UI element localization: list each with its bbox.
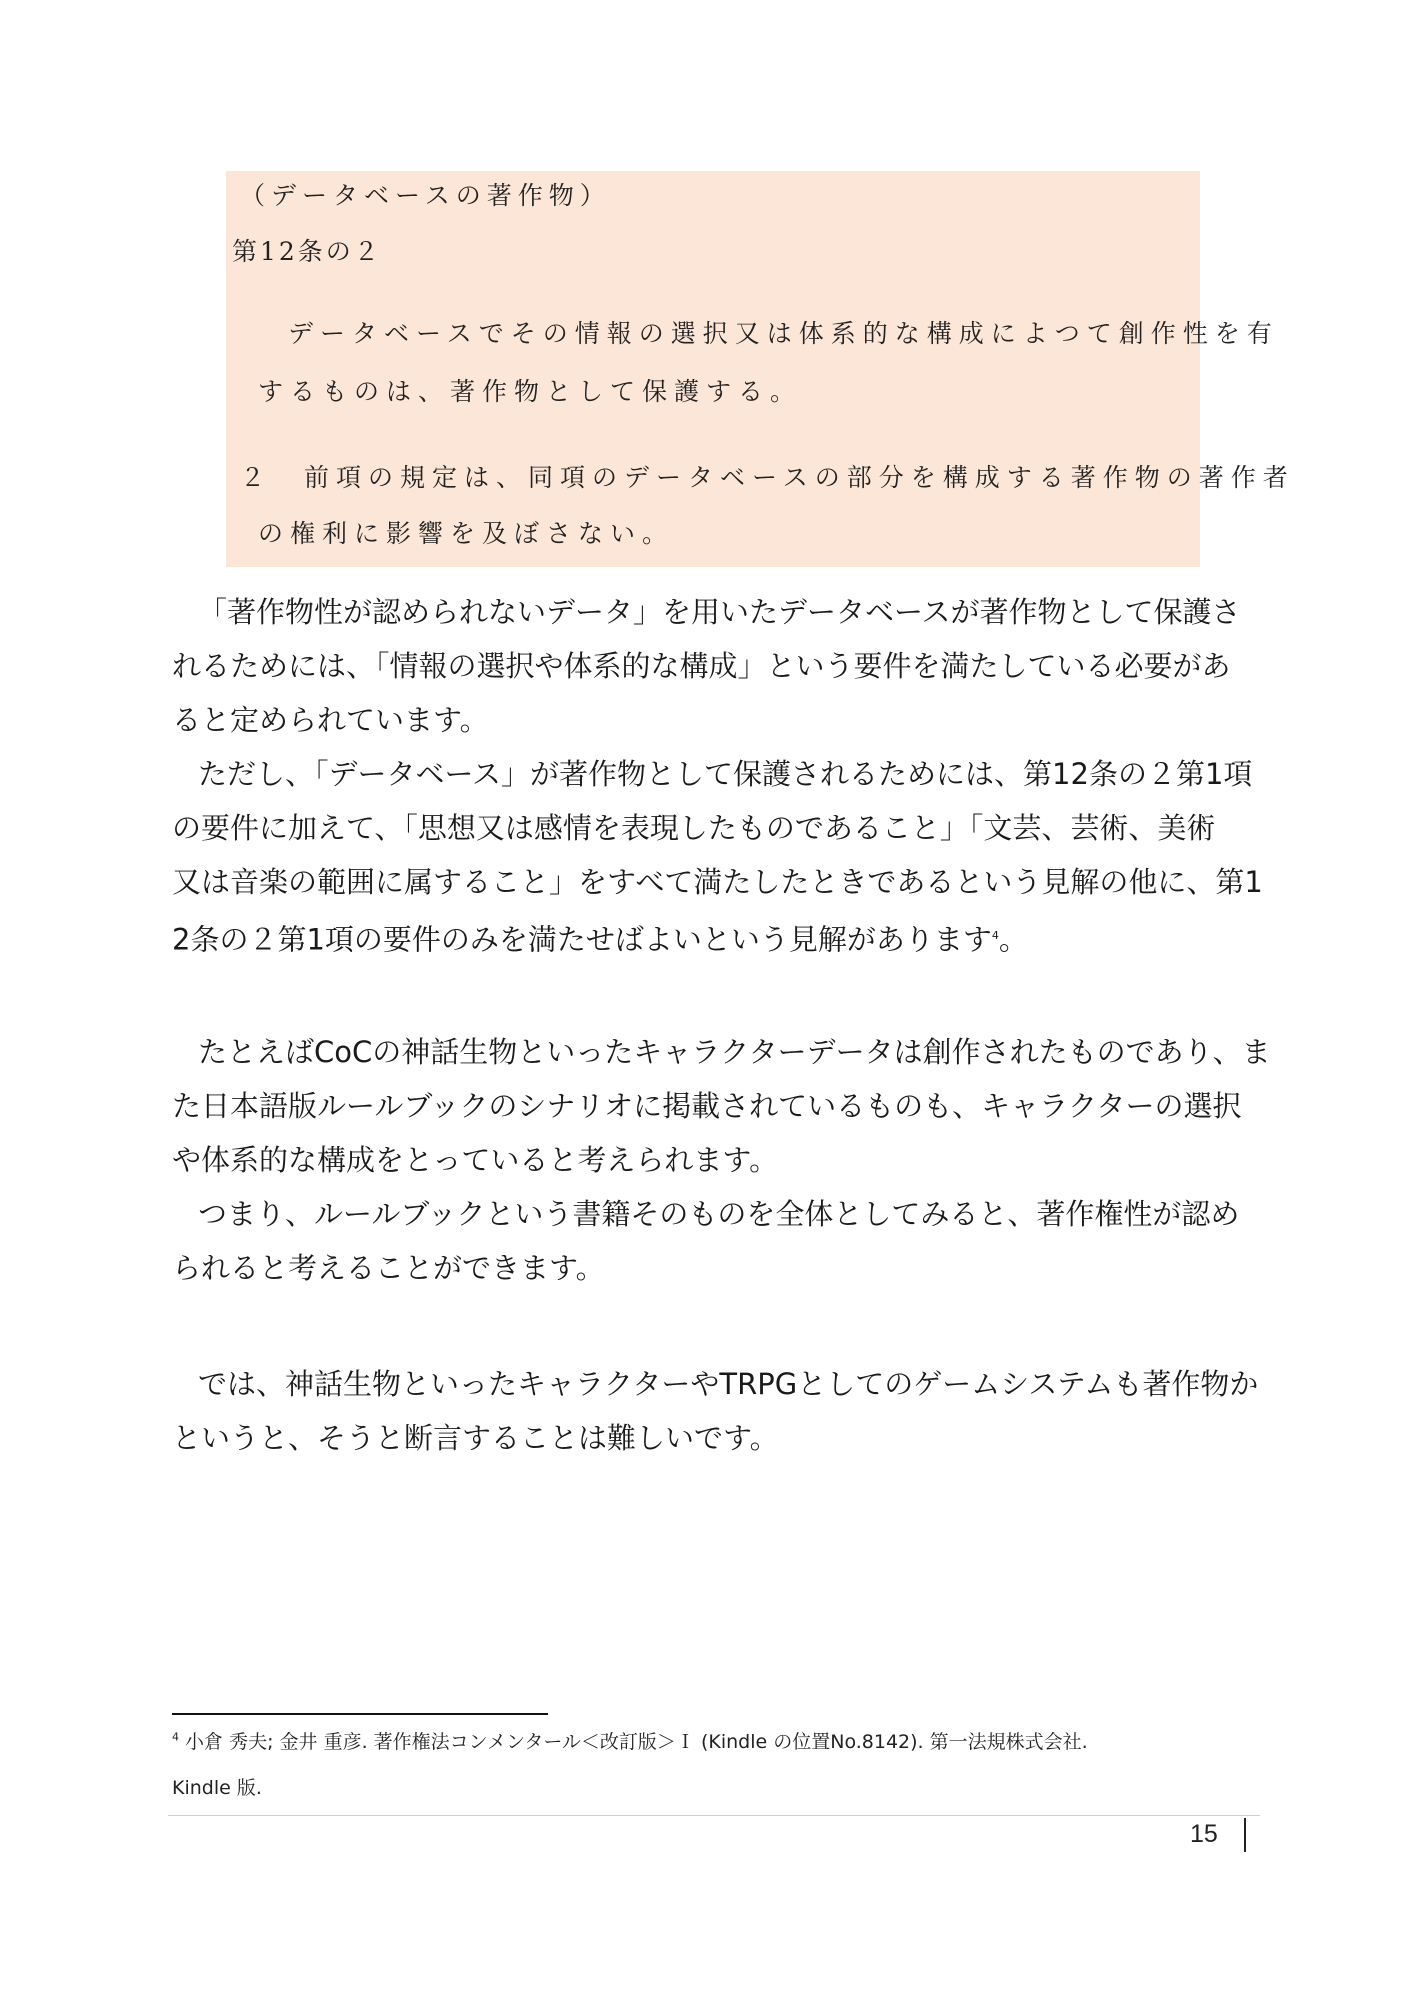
- footer-divider: [168, 1815, 1260, 1816]
- statute-article-number: 第12条の２: [232, 237, 382, 266]
- body-line-9: た日本語版ルールブックのシナリオに掲載されているものも、キャラクターの選択: [172, 1089, 1242, 1123]
- statute-paragraph-2-line-2: の権利に影響を及ぼさない。: [258, 519, 675, 548]
- body-line-14: というと、そうと断言することは難しいです。: [172, 1421, 779, 1455]
- footnote-separator: [172, 1713, 548, 1715]
- statute-paragraph-1-line-1: データベースでその情報の選択又は体系的な構成によつて創作性を有: [288, 319, 1279, 348]
- statute-heading: （データベースの著作物）: [240, 181, 611, 210]
- footnote-citation: 小倉 秀夫; 金井 重彦. 著作権法コンメンタール＜改訂版＞Ｉ (Kindle の位置No.8142). 第一法規株式会社.: [185, 1731, 1088, 1753]
- body-line-3: ると定められています。: [172, 703, 489, 737]
- footnote-line-2: Kindle 版.: [172, 1777, 262, 1799]
- statute-quote-box: [226, 171, 1200, 567]
- body-line-6: 又は音楽の範囲に属すること」をすべて満たしたときであるという見解の他に、第1: [172, 865, 1263, 899]
- body-line-4: ただし、「データベース」が著作物として保護されるためには、第12条の２第1項: [198, 757, 1253, 791]
- statute-paragraph-1-line-2: するものは、著作物として保護する。: [258, 377, 803, 406]
- body-line-5: の要件に加えて、「思想又は感情を表現したものであること」「文芸、芸術、美術: [172, 811, 1216, 845]
- statute-paragraph-2-line-1: ２ 前項の規定は、同項のデータベースの部分を構成する著作物の著作者: [240, 463, 1295, 492]
- body-line-7-end: 。: [998, 922, 1028, 957]
- body-line-7-text: 2条の２第1項の要件のみを満たせばよいという見解があります: [172, 922, 992, 957]
- body-line-12: られると考えることができます。: [172, 1251, 605, 1285]
- body-line-2: れるためには、「情報の選択や体系的な構成」という要件を満たしている必要があ: [172, 649, 1231, 683]
- footnote-reference[interactable]: 4: [991, 929, 999, 942]
- body-line-8: たとえばCoCの神話生物といったキャラクターデータは創作されたものであり、ま: [198, 1035, 1271, 1069]
- body-line-13: では、神話生物といったキャラクターやTRPGとしてのゲームシステムも著作物か: [198, 1367, 1259, 1401]
- body-line-10: や体系的な構成をとっていると考えられます。: [172, 1143, 779, 1177]
- page-number-bar: [1244, 1818, 1246, 1852]
- page-number: 15: [1190, 1820, 1218, 1848]
- footnote-line-1: [172, 1727, 1088, 1754]
- footnote-marker: 4: [172, 1730, 179, 1744]
- body-line-11: つまり、ルールブックという書籍そのものを全体としてみると、著作権性が認め: [198, 1197, 1240, 1231]
- body-line-7: [172, 916, 1028, 960]
- body-line-1: 「著作物性が認められないデータ」を用いたデータベースが著作物として保護さ: [198, 595, 1241, 629]
